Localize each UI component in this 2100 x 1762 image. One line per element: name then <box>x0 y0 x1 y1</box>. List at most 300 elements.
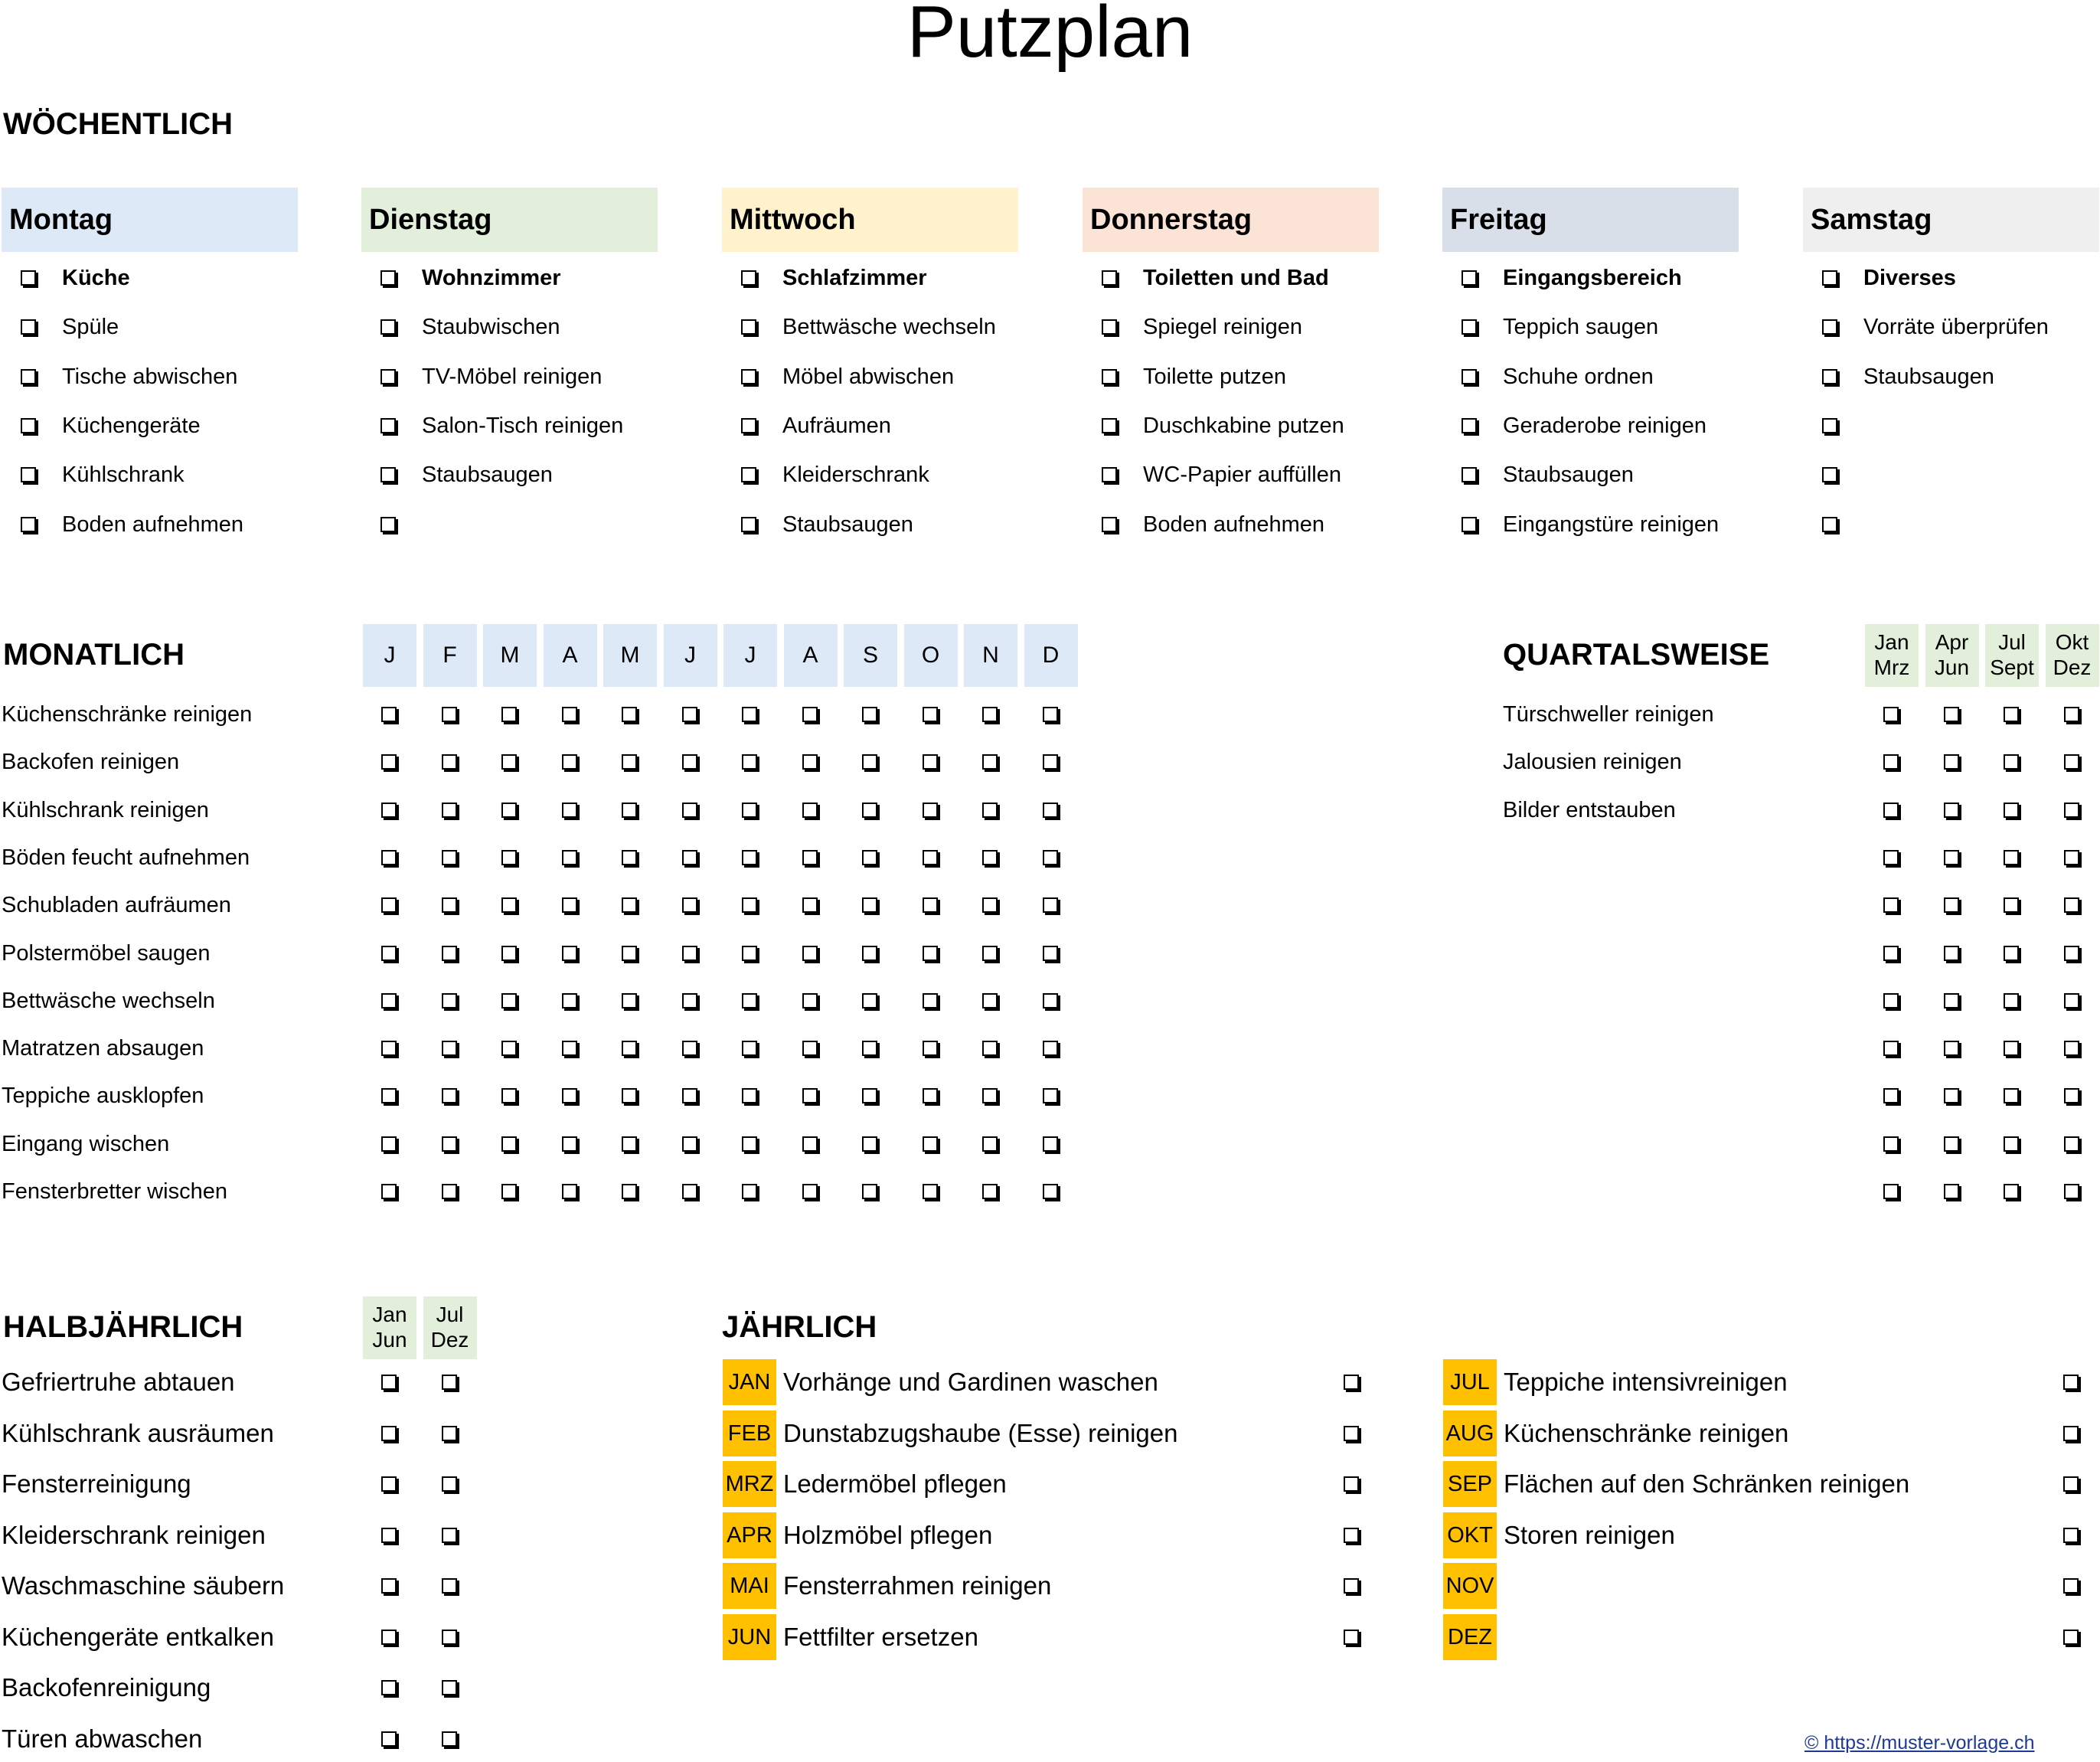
quarter-header-line: Mrz <box>1873 655 1910 679</box>
monthly-checkbox[interactable] <box>742 897 757 913</box>
monthly-checkbox[interactable] <box>862 993 877 1008</box>
monthly-task: Matratzen absaugen <box>2 1036 204 1061</box>
yearly-checkbox[interactable] <box>2063 1476 2079 1492</box>
month-badge: AUG <box>1443 1411 1497 1456</box>
weekly-task: Staubsaugen <box>422 463 553 488</box>
monthly-checkbox[interactable] <box>862 803 877 818</box>
monthly-checkbox[interactable] <box>802 946 818 961</box>
monthly-checkbox[interactable] <box>923 754 938 770</box>
weekly-checkbox[interactable] <box>21 319 36 335</box>
weekly-checkbox[interactable] <box>741 270 756 286</box>
quarter-header-line: Dez <box>2053 655 2092 679</box>
monthly-checkbox[interactable] <box>742 993 757 1008</box>
monthly-checkbox[interactable] <box>501 946 517 961</box>
monthly-checkbox[interactable] <box>562 897 577 913</box>
month-badge: MAI <box>723 1563 776 1609</box>
quarterly-checkbox[interactable] <box>2004 754 2019 770</box>
monthly-checkbox[interactable] <box>923 946 938 961</box>
weekly-checkbox[interactable] <box>1102 418 1117 433</box>
day-header-5: Samstag <box>1803 188 2099 252</box>
quarterly-checkbox[interactable] <box>2064 850 2079 865</box>
month-badge: JUN <box>723 1614 776 1660</box>
monthly-checkbox[interactable] <box>562 1088 577 1103</box>
halfyear-checkbox[interactable] <box>442 1630 457 1645</box>
quarterly-checkbox[interactable] <box>2064 897 2079 913</box>
quarter-header <box>1925 624 1979 687</box>
quarterly-checkbox[interactable] <box>2064 1088 2079 1103</box>
monthly-checkbox[interactable] <box>622 993 637 1008</box>
quarterly-checkbox[interactable] <box>2064 754 2079 770</box>
weekly-checkbox[interactable] <box>1822 319 1837 335</box>
quarterly-checkbox[interactable] <box>2004 897 2019 913</box>
weekly-checkbox[interactable] <box>1822 467 1837 482</box>
monthly-checkbox[interactable] <box>501 1041 517 1056</box>
monthly-checkbox[interactable] <box>982 1136 998 1152</box>
monthly-checkbox[interactable] <box>982 946 998 961</box>
monthly-checkbox[interactable] <box>862 754 877 770</box>
quarterly-checkbox[interactable] <box>2064 946 2079 961</box>
monthly-checkbox[interactable] <box>982 1041 998 1056</box>
quarter-header-line: Jan <box>1874 630 1909 654</box>
halfyear-checkbox[interactable] <box>442 1528 457 1543</box>
monthly-checkbox[interactable] <box>562 707 577 722</box>
quarterly-checkbox[interactable] <box>1944 1136 1959 1152</box>
monthly-checkbox[interactable] <box>442 1088 457 1103</box>
monthly-checkbox[interactable] <box>982 850 998 865</box>
monthly-checkbox[interactable] <box>862 1088 877 1103</box>
yearly-checkbox[interactable] <box>2063 1528 2079 1543</box>
quarterly-checkbox[interactable] <box>1944 1041 1959 1056</box>
room-title: Wohnzimmer <box>422 266 561 290</box>
quarterly-checkbox[interactable] <box>1883 850 1899 865</box>
weekly-task: Küchengeräte <box>62 413 201 438</box>
monthly-checkbox[interactable] <box>1043 754 1058 770</box>
weekly-task: Aufräumen <box>782 413 891 438</box>
weekly-checkbox[interactable] <box>1462 467 1477 482</box>
day-header-3: Donnerstag <box>1083 188 1379 252</box>
halfyear-checkbox[interactable] <box>381 1578 397 1594</box>
monthly-checkbox[interactable] <box>1043 1041 1058 1056</box>
halfyear-header-line: Jan <box>372 1303 407 1326</box>
weekly-checkbox[interactable] <box>21 418 36 433</box>
quarter-header <box>2046 624 2099 687</box>
month-header: J <box>723 624 777 687</box>
weekly-checkbox[interactable] <box>741 418 756 433</box>
monthly-checkbox[interactable] <box>802 897 818 913</box>
quarterly-checkbox[interactable] <box>1883 946 1899 961</box>
monthly-checkbox[interactable] <box>682 707 697 722</box>
quarterly-checkbox[interactable] <box>1944 1184 1959 1199</box>
yearly-checkbox[interactable] <box>1344 1528 1359 1543</box>
halfyear-checkbox[interactable] <box>442 1680 457 1695</box>
monthly-checkbox[interactable] <box>501 1088 517 1103</box>
quarterly-checkbox[interactable] <box>2064 707 2079 722</box>
quarterly-task: Bilder entstauben <box>1503 797 1676 822</box>
monthly-checkbox[interactable] <box>742 803 757 818</box>
monthly-checkbox[interactable] <box>742 707 757 722</box>
weekly-checkbox[interactable] <box>21 270 36 286</box>
quarterly-checkbox[interactable] <box>1883 1184 1899 1199</box>
halfyear-task: Küchengeräte entkalken <box>2 1622 274 1651</box>
monthly-checkbox[interactable] <box>442 1184 457 1199</box>
weekly-checkbox[interactable] <box>741 319 756 335</box>
monthly-checkbox[interactable] <box>682 1184 697 1199</box>
weekly-checkbox[interactable] <box>1462 418 1477 433</box>
monthly-checkbox[interactable] <box>622 1088 637 1103</box>
halfyear-checkbox[interactable] <box>381 1731 397 1747</box>
yearly-checkbox[interactable] <box>1344 1578 1359 1594</box>
quarterly-checkbox[interactable] <box>1944 1088 1959 1103</box>
monthly-checkbox[interactable] <box>923 707 938 722</box>
monthly-task: Bettwäsche wechseln <box>2 988 215 1013</box>
monthly-checkbox[interactable] <box>562 754 577 770</box>
halfyear-checkbox[interactable] <box>381 1680 397 1695</box>
monthly-checkbox[interactable] <box>1043 1136 1058 1152</box>
monthly-checkbox[interactable] <box>923 897 938 913</box>
monthly-checkbox[interactable] <box>381 1184 397 1199</box>
quarterly-checkbox[interactable] <box>1883 897 1899 913</box>
monthly-checkbox[interactable] <box>562 850 577 865</box>
monthly-checkbox[interactable] <box>622 707 637 722</box>
monthly-checkbox[interactable] <box>622 850 637 865</box>
weekly-task: Staubsaugen <box>1863 364 1994 389</box>
monthly-checkbox[interactable] <box>442 1136 457 1152</box>
yearly-task: Küchenschränke reinigen <box>1504 1418 1789 1447</box>
monthly-checkbox[interactable] <box>862 897 877 913</box>
monthly-checkbox[interactable] <box>923 803 938 818</box>
monthly-checkbox[interactable] <box>682 1041 697 1056</box>
weekly-checkbox[interactable] <box>1102 270 1117 286</box>
monthly-checkbox[interactable] <box>923 850 938 865</box>
monthly-checkbox[interactable] <box>501 1184 517 1199</box>
monthly-checkbox[interactable] <box>1043 1184 1058 1199</box>
quarterly-checkbox[interactable] <box>1883 803 1899 818</box>
monthly-checkbox[interactable] <box>862 707 877 722</box>
monthly-checkbox[interactable] <box>982 897 998 913</box>
month-header: J <box>664 624 717 687</box>
quarterly-checkbox[interactable] <box>1883 1088 1899 1103</box>
monthly-checkbox[interactable] <box>1043 707 1058 722</box>
weekly-checkbox[interactable] <box>741 369 756 384</box>
monthly-checkbox[interactable] <box>622 1184 637 1199</box>
halfyear-header-line: Dez <box>430 1328 469 1352</box>
monthly-checkbox[interactable] <box>622 897 637 913</box>
quarterly-checkbox[interactable] <box>2004 993 2019 1008</box>
weekly-task: Eingangstüre reinigen <box>1503 512 1720 537</box>
monthly-checkbox[interactable] <box>742 946 757 961</box>
monthly-checkbox[interactable] <box>742 850 757 865</box>
quarter-header-line: Jul <box>1998 630 2026 654</box>
monthly-checkbox[interactable] <box>982 1088 998 1103</box>
weekly-checkbox[interactable] <box>1102 319 1117 335</box>
monthly-checkbox[interactable] <box>862 850 877 865</box>
monthly-checkbox[interactable] <box>501 897 517 913</box>
quarterly-heading: QUARTALSWEISE <box>1503 638 1770 672</box>
monthly-checkbox[interactable] <box>442 993 457 1008</box>
monthly-checkbox[interactable] <box>982 707 998 722</box>
monthly-checkbox[interactable] <box>923 1088 938 1103</box>
quarterly-checkbox[interactable] <box>1944 897 1959 913</box>
monthly-checkbox[interactable] <box>381 1136 397 1152</box>
yearly-checkbox[interactable] <box>2063 1426 2079 1441</box>
halfyear-checkbox[interactable] <box>442 1476 457 1492</box>
yearly-checkbox[interactable] <box>1344 1375 1359 1390</box>
quarterly-checkbox[interactable] <box>2004 707 2019 722</box>
monthly-checkbox[interactable] <box>381 850 397 865</box>
weekly-checkbox[interactable] <box>1462 270 1477 286</box>
monthly-checkbox[interactable] <box>802 1184 818 1199</box>
monthly-checkbox[interactable] <box>442 803 457 818</box>
yearly-checkbox[interactable] <box>2063 1578 2079 1594</box>
monthly-checkbox[interactable] <box>742 1041 757 1056</box>
weekly-checkbox[interactable] <box>1102 369 1117 384</box>
quarterly-checkbox[interactable] <box>2004 946 2019 961</box>
weekly-task: Toilette putzen <box>1143 364 1287 389</box>
monthly-checkbox[interactable] <box>381 1088 397 1103</box>
quarter-header-line: Okt <box>2055 630 2089 654</box>
monthly-checkbox[interactable] <box>802 993 818 1008</box>
quarterly-checkbox[interactable] <box>2004 803 2019 818</box>
month-badge: NOV <box>1443 1563 1497 1609</box>
quarterly-checkbox[interactable] <box>1944 850 1959 865</box>
monthly-checkbox[interactable] <box>862 1136 877 1152</box>
month-badge: FEB <box>723 1411 776 1456</box>
monthly-checkbox[interactable] <box>982 993 998 1008</box>
monthly-checkbox[interactable] <box>982 1184 998 1199</box>
monthly-checkbox[interactable] <box>682 1088 697 1103</box>
monthly-checkbox[interactable] <box>802 1136 818 1152</box>
halfyear-header-line: Jul <box>436 1303 464 1326</box>
monthly-checkbox[interactable] <box>442 850 457 865</box>
monthly-checkbox[interactable] <box>501 850 517 865</box>
monthly-checkbox[interactable] <box>682 1136 697 1152</box>
monthly-checkbox[interactable] <box>802 1088 818 1103</box>
weekly-checkbox[interactable] <box>380 418 396 433</box>
monthly-checkbox[interactable] <box>501 1136 517 1152</box>
weekly-task: Möbel abwischen <box>782 364 955 389</box>
weekly-checkbox[interactable] <box>380 467 396 482</box>
monthly-checkbox[interactable] <box>802 707 818 722</box>
quarterly-checkbox[interactable] <box>1883 707 1899 722</box>
weekly-checkbox[interactable] <box>1102 467 1117 482</box>
quarterly-checkbox[interactable] <box>1944 754 1959 770</box>
monthly-checkbox[interactable] <box>802 754 818 770</box>
monthly-checkbox[interactable] <box>802 850 818 865</box>
monthly-checkbox[interactable] <box>742 1088 757 1103</box>
halfyear-checkbox[interactable] <box>381 1528 397 1543</box>
yearly-checkbox[interactable] <box>2063 1375 2079 1390</box>
room-title: Diverses <box>1863 266 1956 290</box>
monthly-task: Backofen reinigen <box>2 750 180 775</box>
monthly-checkbox[interactable] <box>802 803 818 818</box>
month-header: F <box>423 624 477 687</box>
monthly-checkbox[interactable] <box>982 754 998 770</box>
halfyear-task: Kleiderschrank reinigen <box>2 1520 266 1549</box>
monthly-checkbox[interactable] <box>501 707 517 722</box>
weekly-checkbox[interactable] <box>741 517 756 532</box>
halfyear-checkbox[interactable] <box>381 1476 397 1492</box>
monthly-checkbox[interactable] <box>1043 946 1058 961</box>
quarterly-checkbox[interactable] <box>2004 850 2019 865</box>
weekly-checkbox[interactable] <box>1462 517 1477 532</box>
monthly-checkbox[interactable] <box>1043 1088 1058 1103</box>
weekly-task: Vorräte überprüfen <box>1863 315 2049 340</box>
weekly-task: Teppich saugen <box>1503 315 1659 340</box>
monthly-checkbox[interactable] <box>923 1136 938 1152</box>
monthly-checkbox[interactable] <box>562 1136 577 1152</box>
weekly-task: Staubsaugen <box>782 512 913 537</box>
halfyear-task: Gefriertruhe abtauen <box>2 1368 235 1396</box>
monthly-checkbox[interactable] <box>501 754 517 770</box>
halfyear-checkbox[interactable] <box>442 1375 457 1390</box>
monthly-checkbox[interactable] <box>381 993 397 1008</box>
quarterly-checkbox[interactable] <box>1883 993 1899 1008</box>
monthly-checkbox[interactable] <box>742 1184 757 1199</box>
halfyear-checkbox[interactable] <box>442 1578 457 1594</box>
monthly-checkbox[interactable] <box>442 946 457 961</box>
weekly-checkbox[interactable] <box>1102 517 1117 532</box>
monthly-checkbox[interactable] <box>1043 850 1058 865</box>
monthly-checkbox[interactable] <box>682 754 697 770</box>
monthly-checkbox[interactable] <box>682 993 697 1008</box>
monthly-checkbox[interactable] <box>682 946 697 961</box>
weekly-task: Staubsaugen <box>1503 463 1634 488</box>
weekly-checkbox[interactable] <box>1822 517 1837 532</box>
weekly-checkbox[interactable] <box>21 467 36 482</box>
day-header-1: Dienstag <box>361 188 658 252</box>
monthly-checkbox[interactable] <box>742 754 757 770</box>
monthly-checkbox[interactable] <box>442 897 457 913</box>
weekly-task: Spiegel reinigen <box>1143 315 1302 340</box>
quarterly-checkbox[interactable] <box>1944 946 1959 961</box>
yearly-checkbox[interactable] <box>1344 1630 1359 1645</box>
weekly-checkbox[interactable] <box>21 517 36 532</box>
yearly-task: Ledermöbel pflegen <box>783 1469 1007 1498</box>
quarterly-checkbox[interactable] <box>2004 1184 2019 1199</box>
monthly-checkbox[interactable] <box>802 1041 818 1056</box>
monthly-checkbox[interactable] <box>381 803 397 818</box>
weekly-checkbox[interactable] <box>1462 319 1477 335</box>
monthly-checkbox[interactable] <box>442 1041 457 1056</box>
weekly-checkbox[interactable] <box>380 270 396 286</box>
halfyear-task: Waschmaschine säubern <box>2 1571 285 1600</box>
quarterly-checkbox[interactable] <box>2064 803 2079 818</box>
quarterly-task: Türschweller reinigen <box>1503 702 1714 727</box>
monthly-checkbox[interactable] <box>562 946 577 961</box>
monthly-checkbox[interactable] <box>442 707 457 722</box>
halfyear-checkbox[interactable] <box>381 1375 397 1390</box>
monthly-checkbox[interactable] <box>742 1136 757 1152</box>
weekly-task: Spüle <box>62 315 119 340</box>
weekly-task: Tische abwischen <box>62 364 238 389</box>
halfyear-checkbox[interactable] <box>442 1731 457 1747</box>
monthly-checkbox[interactable] <box>682 803 697 818</box>
monthly-checkbox[interactable] <box>381 707 397 722</box>
monthly-checkbox[interactable] <box>1043 803 1058 818</box>
monthly-checkbox[interactable] <box>862 1184 877 1199</box>
halfyear-header-line: Jun <box>372 1328 407 1352</box>
halfyear-checkbox[interactable] <box>442 1426 457 1441</box>
quarterly-checkbox[interactable] <box>1883 754 1899 770</box>
quarterly-checkbox[interactable] <box>2064 1136 2079 1152</box>
quarterly-checkbox[interactable] <box>1944 707 1959 722</box>
monthly-checkbox[interactable] <box>622 1136 637 1152</box>
quarterly-checkbox[interactable] <box>1944 993 1959 1008</box>
weekly-checkbox[interactable] <box>21 369 36 384</box>
monthly-checkbox[interactable] <box>923 993 938 1008</box>
monthly-checkbox[interactable] <box>562 1041 577 1056</box>
halfyearly-heading: HALBJÄHRLICH <box>3 1310 243 1344</box>
halfyear-checkbox[interactable] <box>381 1426 397 1441</box>
yearly-checkbox[interactable] <box>2063 1630 2079 1645</box>
monthly-checkbox[interactable] <box>862 946 877 961</box>
halfyear-header <box>363 1296 416 1359</box>
monthly-checkbox[interactable] <box>862 1041 877 1056</box>
monthly-checkbox[interactable] <box>982 803 998 818</box>
monthly-task: Fensterbretter wischen <box>2 1179 227 1204</box>
weekly-checkbox[interactable] <box>380 319 396 335</box>
weekly-checkbox[interactable] <box>741 467 756 482</box>
monthly-checkbox[interactable] <box>682 850 697 865</box>
monthly-checkbox[interactable] <box>562 1184 577 1199</box>
weekly-checkbox[interactable] <box>1822 369 1837 384</box>
yearly-checkbox[interactable] <box>1344 1476 1359 1492</box>
quarterly-checkbox[interactable] <box>2064 1184 2079 1199</box>
weekly-task: Salon-Tisch reinigen <box>422 413 624 438</box>
quarterly-checkbox[interactable] <box>1944 803 1959 818</box>
quarterly-checkbox[interactable] <box>2004 1088 2019 1103</box>
weekly-checkbox[interactable] <box>380 517 396 532</box>
weekly-checkbox[interactable] <box>1822 418 1837 433</box>
yearly-checkbox[interactable] <box>1344 1426 1359 1441</box>
monthly-checkbox[interactable] <box>622 754 637 770</box>
quarterly-checkbox[interactable] <box>2064 1041 2079 1056</box>
weekly-checkbox[interactable] <box>1822 270 1837 286</box>
monthly-checkbox[interactable] <box>1043 993 1058 1008</box>
weekly-heading: WÖCHENTLICH <box>3 107 233 141</box>
month-badge: DEZ <box>1443 1614 1497 1660</box>
weekly-task: Kleiderschrank <box>782 463 929 488</box>
monthly-checkbox[interactable] <box>381 946 397 961</box>
monthly-checkbox[interactable] <box>562 803 577 818</box>
month-header: M <box>603 624 657 687</box>
monthly-checkbox[interactable] <box>442 754 457 770</box>
monthly-checkbox[interactable] <box>501 993 517 1008</box>
weekly-checkbox[interactable] <box>380 369 396 384</box>
monthly-checkbox[interactable] <box>381 754 397 770</box>
monthly-checkbox[interactable] <box>923 1041 938 1056</box>
weekly-checkbox[interactable] <box>1462 369 1477 384</box>
monthly-checkbox[interactable] <box>381 1041 397 1056</box>
monthly-checkbox[interactable] <box>622 946 637 961</box>
monthly-checkbox[interactable] <box>923 1184 938 1199</box>
quarterly-checkbox[interactable] <box>1883 1041 1899 1056</box>
monthly-checkbox[interactable] <box>682 897 697 913</box>
monthly-checkbox[interactable] <box>622 1041 637 1056</box>
monthly-checkbox[interactable] <box>562 993 577 1008</box>
monthly-checkbox[interactable] <box>501 803 517 818</box>
quarterly-checkbox[interactable] <box>2064 993 2079 1008</box>
quarterly-checkbox[interactable] <box>2004 1136 2019 1152</box>
monthly-checkbox[interactable] <box>381 897 397 913</box>
quarterly-checkbox[interactable] <box>2004 1041 2019 1056</box>
monthly-checkbox[interactable] <box>1043 897 1058 913</box>
footer-link[interactable]: © https://muster-vorlage.ch <box>1804 1732 2035 1754</box>
quarter-header-line: Sept <box>1990 655 2034 679</box>
quarterly-checkbox[interactable] <box>1883 1136 1899 1152</box>
monthly-checkbox[interactable] <box>622 803 637 818</box>
halfyear-checkbox[interactable] <box>381 1630 397 1645</box>
